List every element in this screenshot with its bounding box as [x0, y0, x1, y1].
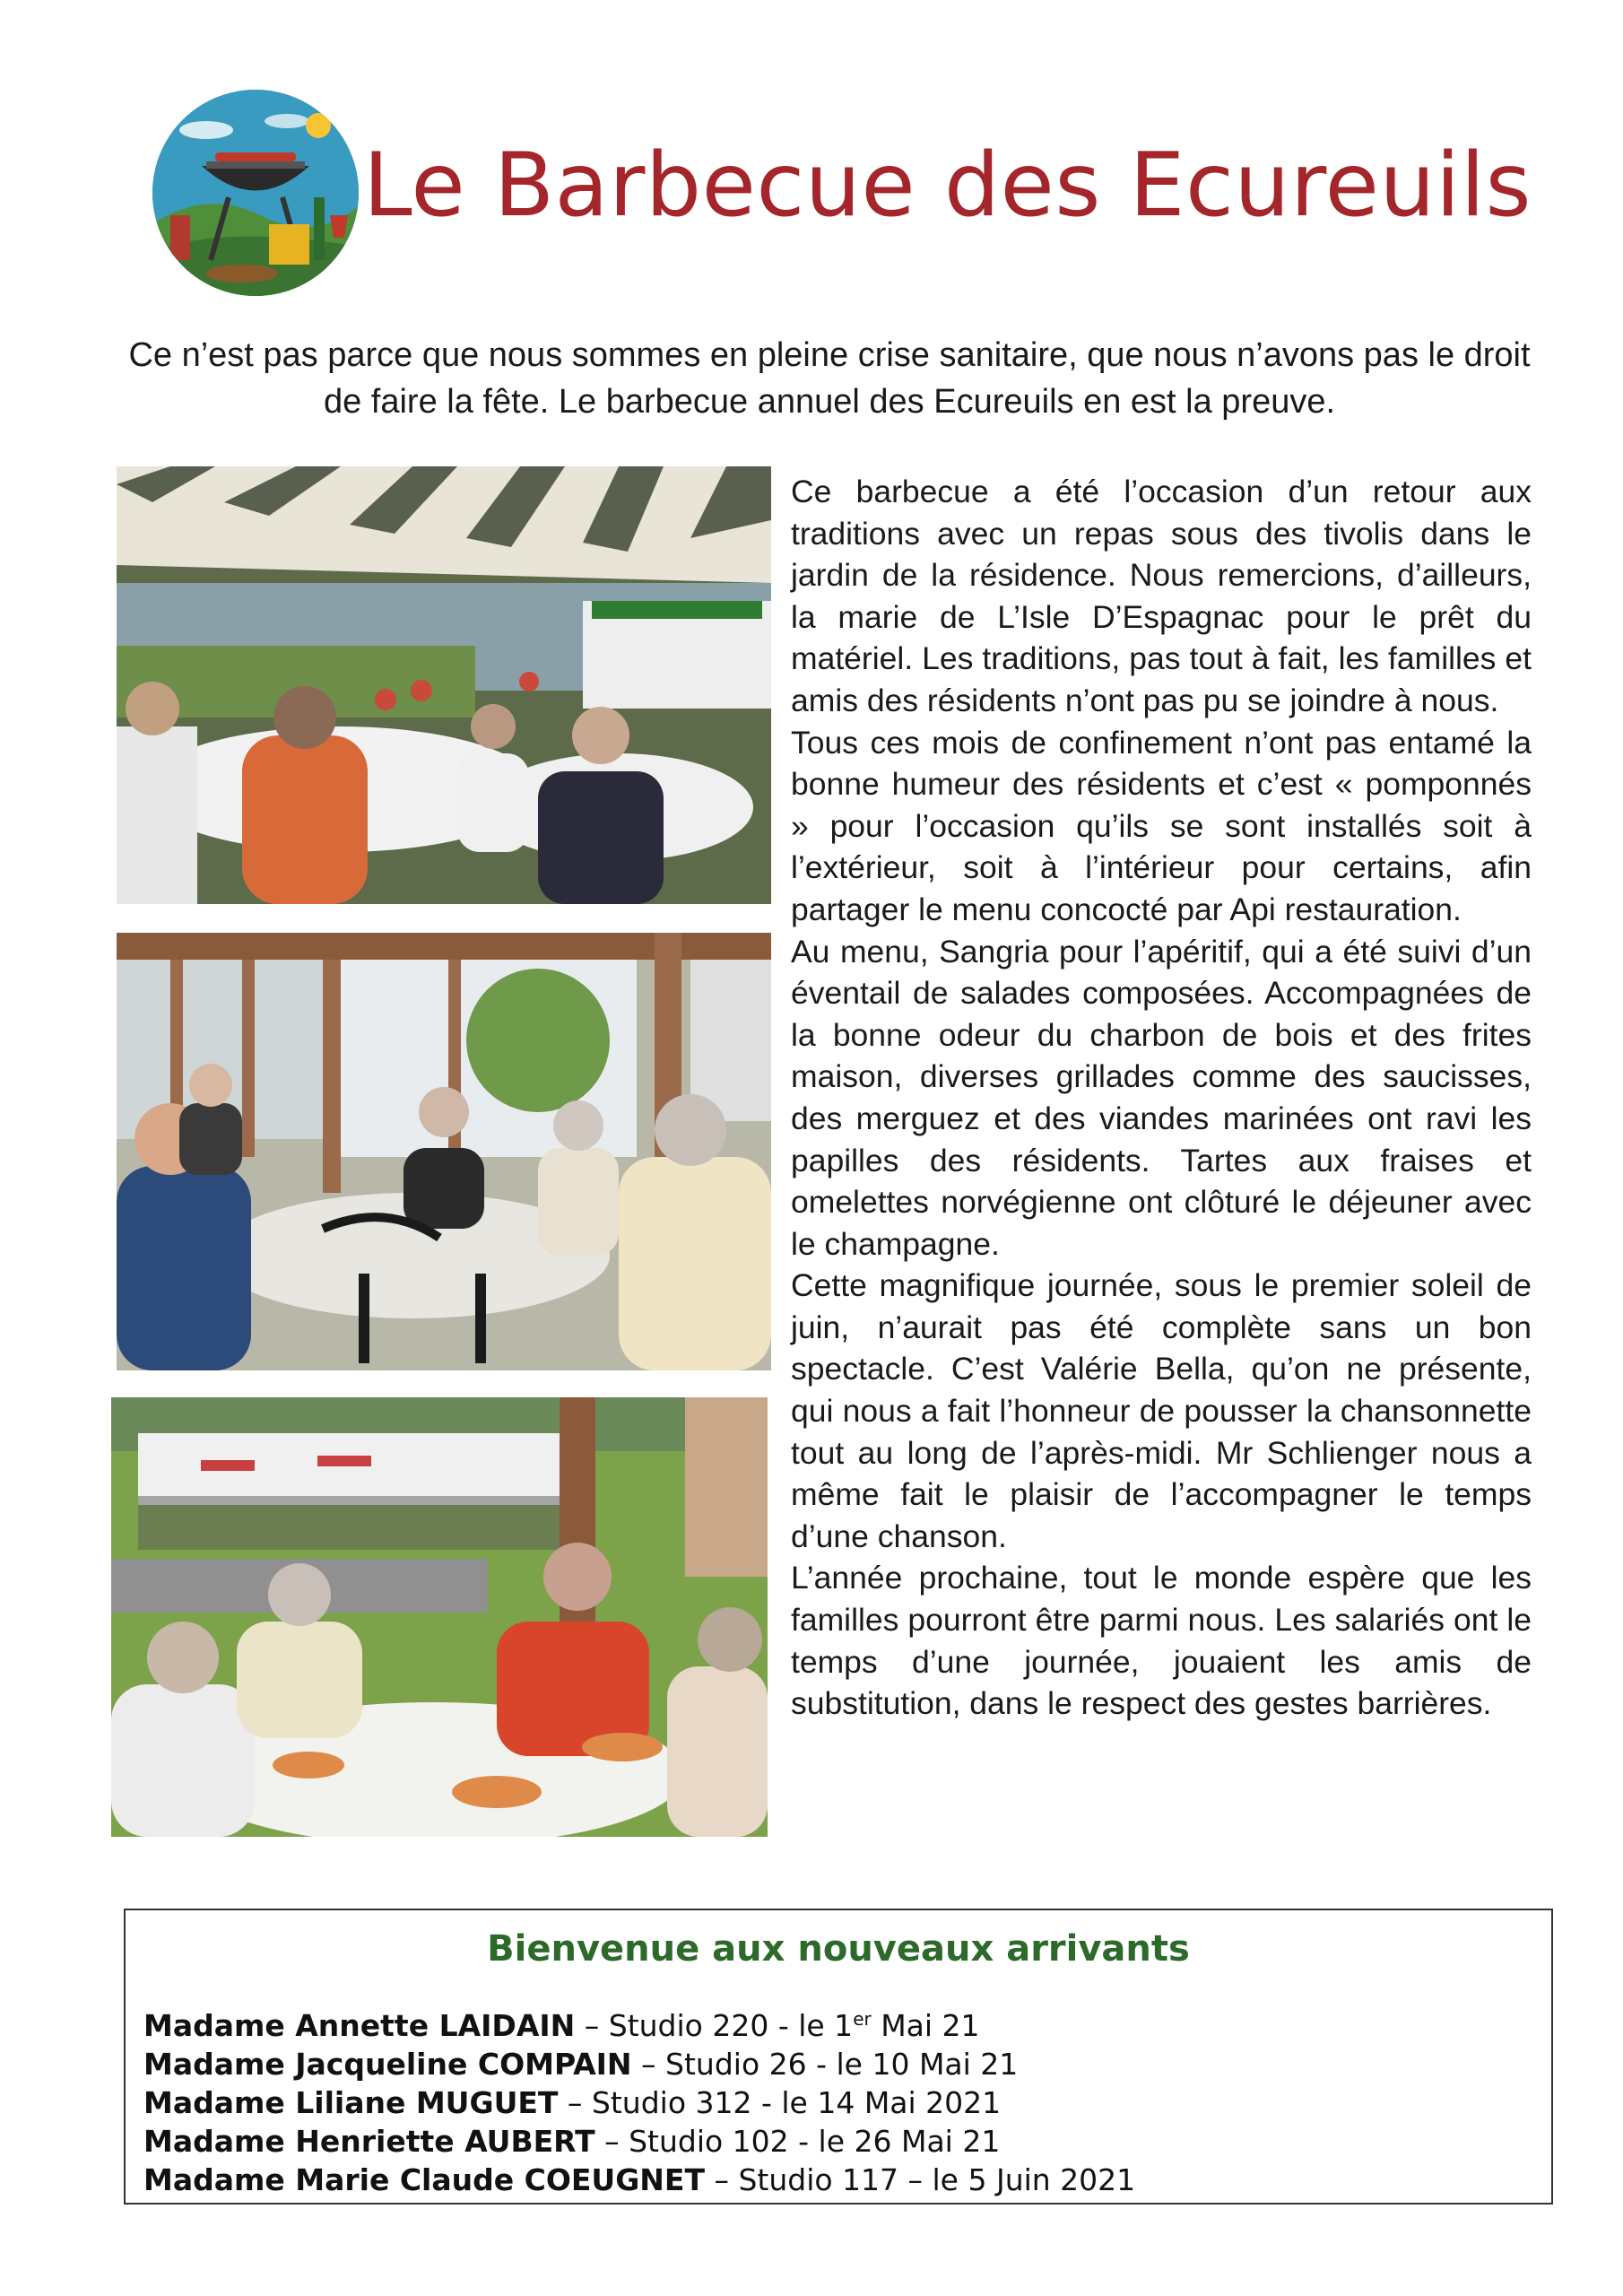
arrivals-list: [143, 2000, 1135, 2199]
arrival-name: Madame Annette LAIDAIN: [143, 2008, 576, 2043]
arrival-details: – Studio 117 – le 5 Juin 2021: [704, 2162, 1136, 2197]
article-paragraph: Au menu, Sangria pour l’apéritif, qui a été suivi d’un éventail de salades composées. Accompagnées de la bonne odeur du charbon de bois et des frites maison, diverses grillades comme des saucisses, des merguez et des viandes marinées ont ravi les papilles des résidents. Tartes aux fraises et omelettes norvégienne ont clôturé le déjeuner avec le champagne.: [791, 933, 1532, 1262]
arrival-details: – Studio 26 - le 10 Mai 21: [631, 2047, 1019, 2082]
welcome-box: [124, 1909, 1553, 2205]
page-title: Le Barbecue des Ecureuils: [363, 135, 1532, 237]
photo-veranda-table: [117, 933, 771, 1370]
article-paragraph: L’année prochaine, tout le monde espère que les familles pourront être parmi nous. Les salariés ont le temps d’une journée, jouaient les amis de substitution, dans le respect des gestes barrières.: [791, 1560, 1532, 1722]
arrival-name: Madame Jacqueline COMPAIN: [143, 2047, 632, 2082]
barbecue-logo-icon: [152, 90, 359, 296]
list-item: [143, 2000, 1135, 2045]
list-item: [143, 2045, 1135, 2083]
photo-tent-lunch: [117, 466, 771, 904]
article-paragraph: Ce barbecue a été l’occasion d’un retour aux traditions avec un repas sous des tivolis dans le jardin de la résidence. Nous remercions, d’ailleurs, la marie de L’Isle D’Espagnac pour le prêt du matériel. Les traditions, pas tout à fait, les familles et amis des résidents n’ont pas pu se joindre à nous.: [791, 474, 1532, 718]
arrival-name: Madame Liliane MUGUET: [143, 2085, 559, 2120]
arrival-name: Madame Henriette AUBERT: [143, 2124, 595, 2159]
article-paragraph: Tous ces mois de confinement n’ont pas entamé la bonne humeur des résidents et c’est « pomponnés » pour l’occasion qu’ils se sont installés soit à l’extérieur, soit à l’intérieur pour certains, afin partager le menu concocté par Api restauration.: [791, 724, 1532, 927]
list-item: [143, 2161, 1135, 2199]
arrival-sup: er: [853, 2008, 872, 2030]
arrival-details: – Studio 220 - le 1: [575, 2008, 854, 2043]
list-item: [143, 2083, 1135, 2122]
arrival-details: – Studio 312 - le 14 Mai 2021: [558, 2085, 1002, 2120]
photo-garden-table: [111, 1397, 768, 1837]
arrival-details-post: Mai 21: [871, 2008, 980, 2043]
arrival-name: Madame Marie Claude COEUGNET: [143, 2162, 705, 2197]
arrival-details: – Studio 102 - le 26 Mai 21: [595, 2124, 1001, 2159]
welcome-title: Bienvenue aux nouveaux arrivants: [487, 1928, 1190, 1970]
article-paragraph: Cette magnifique journée, sous le premier soleil de juin, n’aurait pas été complète sans un bon spectacle. C’est Valérie Bella, qu’on ne présente, qui nous a fait l’honneur de pousser la chansonnette tout au long de l’après-midi. Mr Schlienger nous a même fait le plaisir de l’accompagner le temps d’une chanson.: [791, 1267, 1532, 1554]
list-item: [143, 2122, 1135, 2161]
intro-text: Ce n’est pas parce que nous sommes en pleine crise sanitaire, que nous n’avons pas le droit de faire la fête. Le barbecue annuel des Ecureuils en est la preuve.: [128, 336, 1531, 421]
article-body: [791, 471, 1532, 1725]
